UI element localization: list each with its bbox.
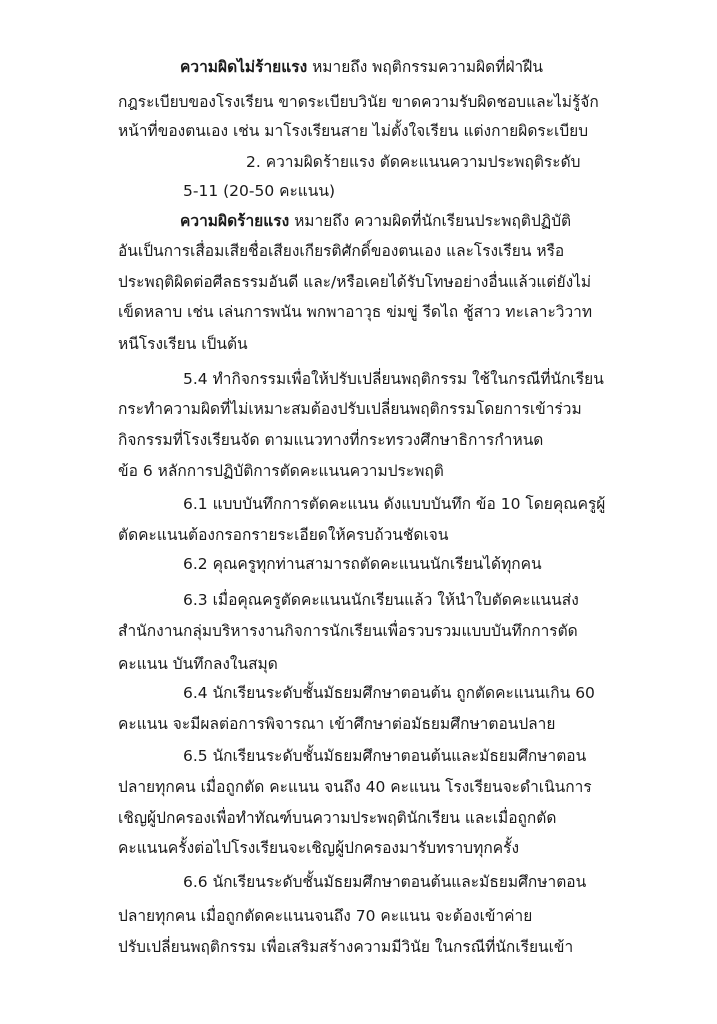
paragraph-minor-offense-definition: [180, 57, 543, 77]
clause-6-heading: ข้อ 6 หลักการปฏิบัติการตัดคะแนนความประพฤติ: [118, 462, 444, 480]
term-minor-offense: ความผิดไม่ร้ายแรง: [180, 58, 308, 76]
item-6-4: 6.4 นักเรียนระดับชั้นมัธยมศึกษาตอนต้น ถูกตัดคะแนนเกิน 60: [183, 684, 595, 702]
item-6-5: 6.5 นักเรียนระดับชั้นมัธยมศึกษาตอนต้นและมัธยมศึกษาตอน: [183, 747, 587, 765]
body-line: ปรับเปลี่ยนพฤติกรรม เพื่อเสริมสร้างความมีวินัย ในกรณีที่นักเรียนเข้า: [118, 938, 574, 956]
body-line: คะแนน บันทึกลงในสมุด: [118, 655, 278, 673]
body-line: กฎระเบียบของโรงเรียน ขาดระเบียบวินัย ขาดความรับผิดชอบและไม่รู้จัก: [118, 93, 599, 111]
body-line: เชิญผู้ปกครองเพื่อทำทัณฑ์บนความประพฤตินักเรียน และเมื่อถูกตัด: [118, 809, 557, 827]
body-line: ปลายทุกคน เมื่อถูกตัดคะแนนจนถึง 70 คะแนน จะต้องเข้าค่าย: [118, 907, 533, 925]
paragraph-serious-offense-definition: [180, 211, 571, 231]
body-line: ปลายทุกคน เมื่อถูกตัด คะแนน จนถึง 40 คะแนน โรงเรียนจะดำเนินการ: [118, 778, 592, 796]
line-text: หมายถึง พฤติกรรมความผิดที่ฝ่าฝืน: [307, 58, 543, 76]
body-line: เข็ดหลาบ เช่น เล่นการพนัน พกพาอาวุธ ข่มขู่ รีดไถ ชู้สาว ทะเลาะวิวาท: [118, 303, 593, 321]
item-6-1: 6.1 แบบบันทึกการตัดคะแนน ดังแบบบันทึก ข้อ 10 โดยคุณครูผู้: [183, 495, 606, 513]
body-line: ประพฤติผิดต่อศีลธรรมอันดี และ/หรือเคยได้รับโทษอย่างอื่นแล้วแต่ยังไม่: [118, 273, 592, 291]
line-text: หมายถึง ความผิดที่นักเรียนประพฤติปฏิบัติ: [289, 212, 572, 230]
item-6-2: 6.2 คุณครูทุกท่านสามารถตัดคะแนนนักเรียนได้ทุกคน: [183, 555, 542, 573]
section-heading-serious-offense: 2. ความผิดร้ายแรง ตัดคะแนนความประพฤติระดับ: [246, 153, 581, 171]
body-line: อันเป็นการเสื่อมเสียชื่อเสียงเกียรติศักดิ์ของตนเอง และโรงเรียน หรือ: [118, 242, 565, 260]
body-line: กระทำความผิดที่ไม่เหมาะสมต้องปรับเปลี่ยนพฤติกรรมโดยการเข้าร่วม: [118, 400, 582, 418]
body-line: ตัดคะแนนต้องกรอกรายระเอียดให้ครบถ้วนชัดเจน: [118, 526, 449, 544]
body-line: สำนักงานกลุ่มบริหารงานกิจการนักเรียนเพื่อรวบรวมแบบบันทึกการตัด: [118, 622, 578, 640]
body-line: หนีโรงเรียน เป็นต้น: [118, 335, 248, 353]
item-6-6: 6.6 นักเรียนระดับชั้นมัธยมศึกษาตอนต้นและมัธยมศึกษาตอน: [183, 873, 587, 891]
body-line: หน้าที่ของตนเอง เช่น มาโรงเรียนสาย ไม่ตั้งใจเรียน แต่งกายผิดระเบียบ: [118, 122, 589, 140]
term-serious-offense: ความผิดร้ายแรง: [180, 212, 290, 230]
body-line: กิจกรรมที่โรงเรียนจัด ตามแนวทางที่กระทรวงศึกษาธิการกำหนด: [118, 431, 544, 449]
body-line: คะแนน จะมีผลต่อการพิจารณา เข้าศึกษาต่อมัธยมศึกษาตอนปลาย: [118, 715, 556, 733]
body-line: 5-11 (20-50 คะแนน): [183, 182, 336, 200]
item-5-4: 5.4 ทำกิจกรรมเพื่อให้ปรับเปลี่ยนพฤติกรรม ใช้ในกรณีที่นักเรียน: [183, 370, 604, 388]
body-line: คะแนนครั้งต่อไปโรงเรียนจะเชิญผู้ปกครองมารับทราบทุกครั้ง: [118, 839, 520, 857]
item-6-3: 6.3 เมื่อคุณครูตัดคะแนนนักเรียนแล้ว ให้นำใบตัดคะแนนส่ง: [183, 591, 579, 609]
